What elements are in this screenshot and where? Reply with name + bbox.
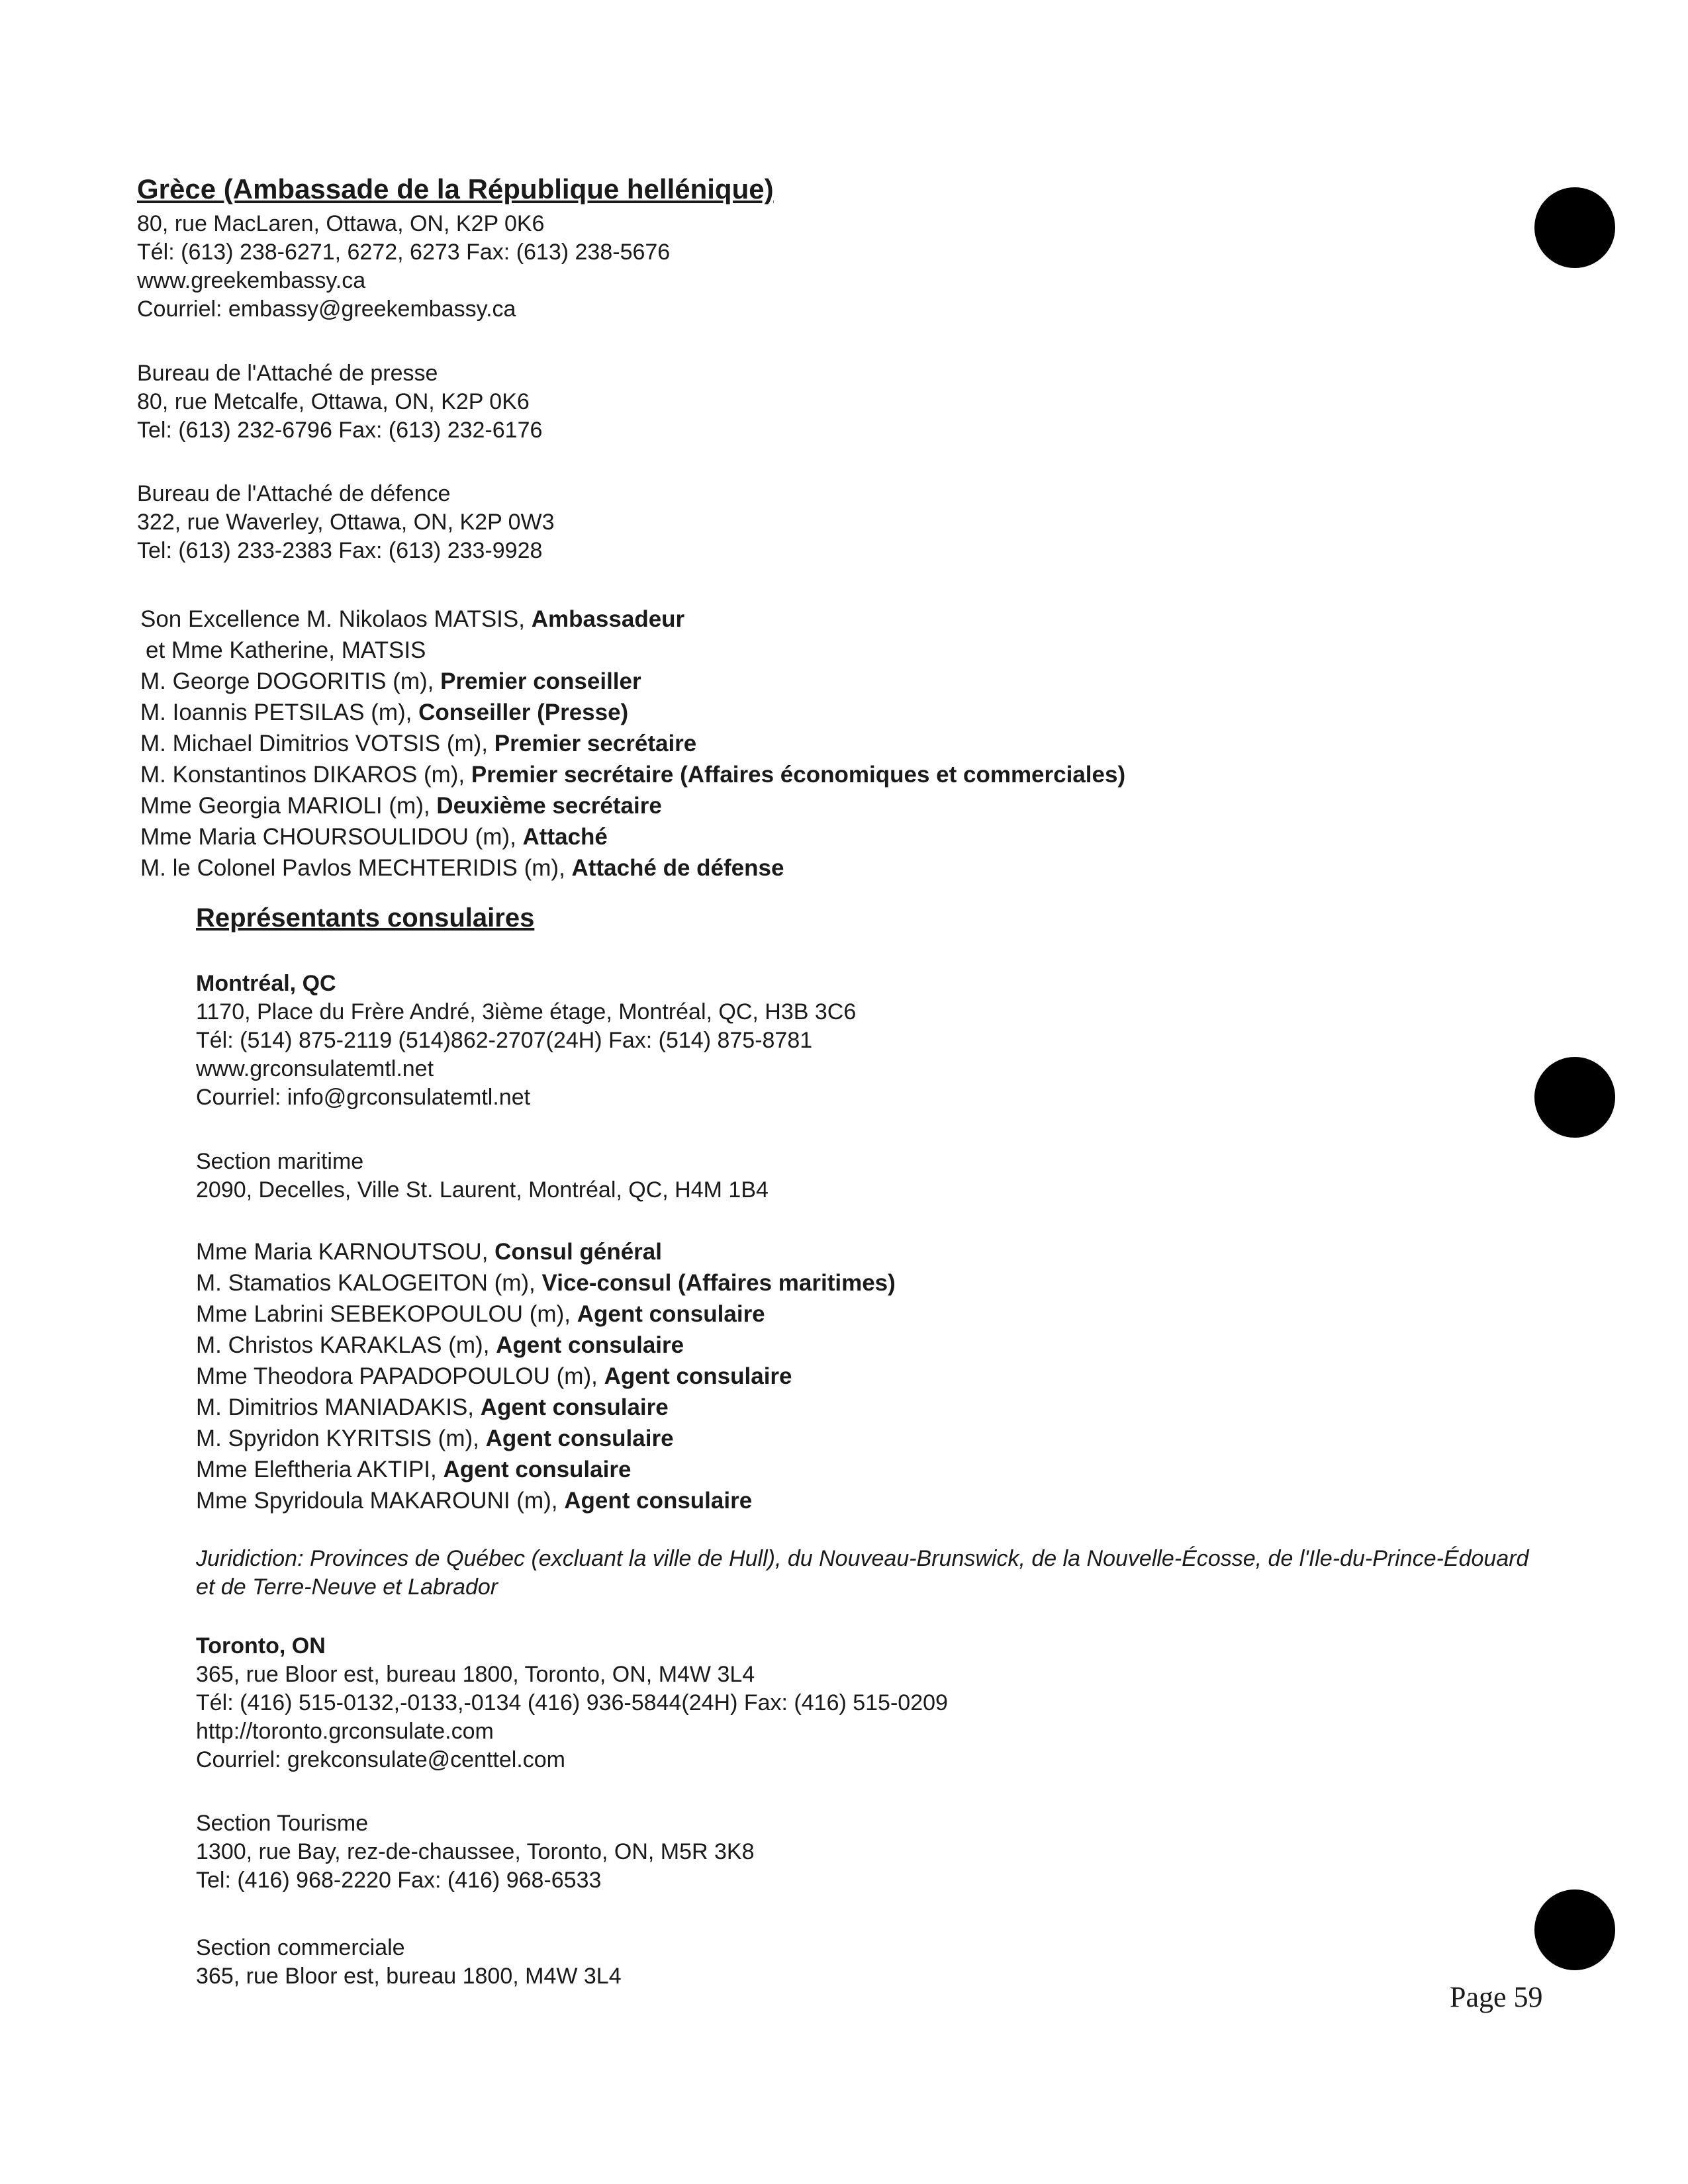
- staff-role: Consul général: [494, 1239, 662, 1265]
- punch-hole-icon: [1534, 1057, 1615, 1138]
- staff-name: M. le Colonel Pavlos MECHTERIDIS (m),: [140, 855, 572, 881]
- staff-role: Premier secrétaire (Affaires économiques et commerciales): [471, 762, 1126, 788]
- defence-office-address: 322, rue Waverley, Ottawa, ON, K2P 0W3: [137, 510, 555, 535]
- staff-role: Deuxième secrétaire: [436, 793, 662, 819]
- ambassador-name: Son Excellence M. Nikolaos MATSIS,: [140, 606, 532, 632]
- montreal-email: Courriel: info@grconsulatemtl.net: [196, 1085, 531, 1110]
- toronto-consulate: [196, 1632, 948, 1774]
- staff-name: M. Michael Dimitrios VOTSIS (m),: [140, 731, 494, 756]
- staff-row: [196, 1298, 896, 1330]
- staff-role: Agent consulaire: [564, 1488, 753, 1514]
- punch-hole-icon: [1534, 187, 1615, 268]
- staff-row: [140, 852, 1125, 884]
- staff-row: [196, 1485, 896, 1516]
- staff-row: [196, 1236, 896, 1267]
- staff-row: [196, 1267, 896, 1298]
- toronto-phone: Tél: (416) 515-0132,-0133,-0134 (416) 936-5844(24H) Fax: (416) 515-0209: [196, 1690, 948, 1715]
- commercial-name: Section commerciale: [196, 1935, 405, 1960]
- embassy-staff: [140, 604, 1125, 884]
- toronto-address: 365, rue Bloor est, bureau 1800, Toronto, ON, M4W 3L4: [196, 1662, 755, 1687]
- embassy-phone: Tél: (613) 238-6271, 6272, 6273 Fax: (613) 238-5676: [137, 240, 671, 265]
- staff-name: Mme Georgia MARIOLI (m),: [140, 793, 437, 819]
- defence-office-name: Bureau de l'Attaché de défence: [137, 481, 451, 506]
- staff-row: [140, 790, 1125, 821]
- montreal-address: 1170, Place du Frère André, 3ième étage, Montréal, QC, H3B 3C6: [196, 999, 857, 1024]
- page-number: Page 59: [1450, 1981, 1543, 2013]
- staff-name: M. Konstantinos DIKAROS (m),: [140, 762, 471, 788]
- toronto-web: http://toronto.grconsulate.com: [196, 1719, 494, 1744]
- embassy-web: www.greekembassy.ca: [137, 268, 366, 293]
- staff-role: Agent consulaire: [485, 1426, 674, 1451]
- press-office-address: 80, rue Metcalfe, Ottawa, ON, K2P 0K6: [137, 389, 530, 414]
- punch-hole-icon: [1534, 1889, 1615, 1970]
- staff-name: Mme Labrini SEBEKOPOULOU (m),: [196, 1301, 577, 1327]
- staff-name: M. Christos KARAKLAS (m),: [196, 1332, 496, 1358]
- ambassador-spouse: et Mme Katherine, MATSIS: [146, 637, 426, 663]
- tourism-phone: Tel: (416) 968-2220 Fax: (416) 968-6533: [196, 1868, 602, 1893]
- embassy-contact: [137, 210, 670, 324]
- staff-role: Agent consulaire: [443, 1457, 632, 1482]
- staff-row: [140, 666, 1125, 697]
- staff-name: M. Dimitrios MANIADAKIS,: [196, 1394, 481, 1420]
- staff-role: Conseiller (Presse): [418, 700, 629, 725]
- montreal-consulate: [196, 970, 856, 1112]
- staff-role: Agent consulaire: [496, 1332, 684, 1358]
- defence-office: [137, 480, 555, 565]
- press-office: [137, 359, 542, 445]
- toronto-email: Courriel: grekconsulate@centtel.com: [196, 1747, 565, 1772]
- embassy-address: 80, rue MacLaren, Ottawa, ON, K2P 0K6: [137, 211, 545, 236]
- staff-row: [140, 759, 1125, 790]
- staff-name: Mme Maria CHOURSOULIDOU (m),: [140, 824, 523, 850]
- staff-role: Agent consulaire: [604, 1363, 792, 1389]
- ambassador-line: [140, 604, 1125, 635]
- staff-name: M. Spyridon KYRITSIS (m),: [196, 1426, 486, 1451]
- staff-role: Vice-consul (Affaires maritimes): [541, 1270, 896, 1296]
- staff-role: Attaché de défense: [571, 855, 784, 881]
- tourism-address: 1300, rue Bay, rez-de-chaussee, Toronto, ON, M5R 3K8: [196, 1839, 755, 1864]
- montreal-staff: [196, 1236, 896, 1516]
- press-office-name: Bureau de l'Attaché de presse: [137, 361, 438, 386]
- commercial-address: 365, rue Bloor est, bureau 1800, M4W 3L4: [196, 1964, 622, 1989]
- staff-row: [196, 1361, 896, 1392]
- staff-name: Mme Eleftheria AKTIPI,: [196, 1457, 444, 1482]
- toronto-city: Toronto, ON: [196, 1633, 326, 1659]
- embassy-email: Courriel: embassy@greekembassy.ca: [137, 296, 516, 322]
- maritime-address: 2090, Decelles, Ville St. Laurent, Montréal, QC, H4M 1B4: [196, 1177, 769, 1203]
- staff-name: M. George DOGORITIS (m),: [140, 668, 441, 694]
- staff-name: M. Stamatios KALOGEITON (m),: [196, 1270, 542, 1296]
- staff-row: [196, 1454, 896, 1485]
- maritime-name: Section maritime: [196, 1149, 364, 1174]
- staff-row: [140, 821, 1125, 852]
- defence-office-phone: Tel: (613) 233-2383 Fax: (613) 233-9928: [137, 538, 543, 563]
- staff-role: Attaché: [522, 824, 608, 850]
- staff-role: Agent consulaire: [577, 1301, 765, 1327]
- press-office-phone: Tel: (613) 232-6796 Fax: (613) 232-6176: [137, 418, 543, 443]
- staff-name: Mme Maria KARNOUTSOU,: [196, 1239, 495, 1265]
- staff-row: [196, 1330, 896, 1361]
- ambassador-role: Ambassadeur: [531, 606, 685, 632]
- staff-row: [140, 697, 1125, 728]
- staff-row: [140, 728, 1125, 759]
- page-title: Grèce (Ambassade de la République hellénique): [137, 173, 774, 205]
- consular-heading: Représentants consulaires: [196, 903, 535, 933]
- staff-row: [196, 1392, 896, 1423]
- jurisdiction-note: Juridiction: Provinces de Québec (excluant la ville de Hull), du Nouveau-Brunswick, de la Nouvelle-Écosse, de l'Ile-du-Prince-Édouard et de Terre-Neuve et Labrador: [196, 1546, 1529, 1600]
- staff-role: Premier secrétaire: [494, 731, 697, 756]
- staff-role: Agent consulaire: [480, 1394, 669, 1420]
- staff-row: [196, 1423, 896, 1454]
- commercial-section: [196, 1934, 622, 1991]
- tourism-name: Section Tourisme: [196, 1811, 369, 1836]
- staff-role: Premier conseiller: [440, 668, 641, 694]
- staff-name: M. Ioannis PETSILAS (m),: [140, 700, 419, 725]
- montreal-phone: Tél: (514) 875-2119 (514)862-2707(24H) Fax: (514) 875-8781: [196, 1028, 813, 1053]
- staff-name: Mme Spyridoula MAKAROUNI (m),: [196, 1488, 565, 1514]
- tourism-section: [196, 1809, 755, 1895]
- montreal-web: www.grconsulatemtl.net: [196, 1056, 434, 1081]
- staff-name: Mme Theodora PAPADOPOULOU (m),: [196, 1363, 604, 1389]
- montreal-city: Montréal, QC: [196, 971, 336, 996]
- maritime-section: [196, 1148, 769, 1205]
